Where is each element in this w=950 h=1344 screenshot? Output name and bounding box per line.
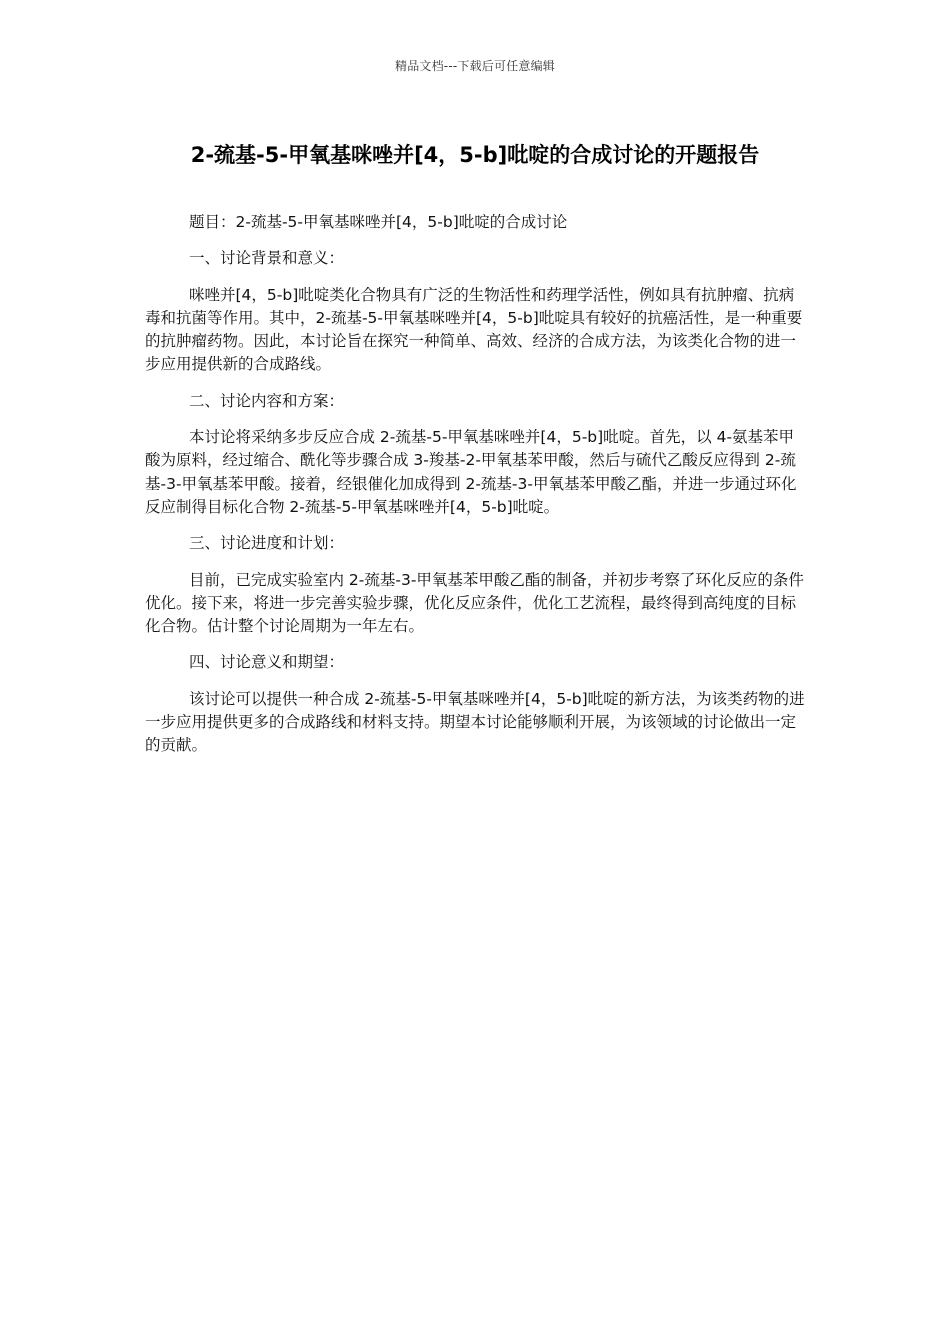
section-body-background: 咪唑并[4，5-b]吡啶类化合物具有广泛的生物活性和药理学活性，例如具有抗肿瘤、抗病毒和抗菌等作用。其中，2-巯基-5-甲氧基咪唑并[4，5-b]吡啶具有较好的抗癌活性，是一种重要的抗肿瘤药物。因此，本讨论旨在探究一种简单、高效、经济的合成方法，为该类化合物的进一步应用提供新的合成路线。 [145, 285, 803, 374]
section-heading-content: 二、讨论内容和方案： [189, 391, 345, 410]
section-body-content: 本讨论将采纳多步反应合成 2-巯基-5-甲氧基咪唑并[4，5-b]吡啶。首先，以 4-氨基苯甲酸为原料，经过缩合、酰化等步骤合成 3-羧基-2-甲氧基苯甲酸，然后与硫代乙酸反应得到 2-巯基-3-甲氧基苯甲酸。接着，经银催化加成得到 2-巯基-3-甲氧基苯甲酸乙酯，并进一步通过环化反应制得目标化合物 2-巯基-5-甲氧基咪唑并[4，5-b]吡啶。 [145, 428, 797, 516]
section-heading-background: 一、讨论背景和意义： [189, 249, 345, 268]
section-body-significance: 该讨论可以提供一种合成 2-巯基-5-甲氧基咪唑并[4，5-b]吡啶的新方法，为该类药物的进一步应用提供更多的合成路线和材料支持。期望本讨论能够顺利开展，为该领域的讨论做出一定的贡献。 [145, 689, 805, 755]
document-title: 2-巯基-5-甲氧基咪唑并[4，5-b]吡啶的合成讨论的开题报告 [190, 143, 760, 167]
section-body-schedule: 目前，已完成实验室内 2-巯基-3-甲氧基苯甲酸乙酯的制备，并初步考察了环化反应的条件优化。接下来，将进一步完善实验步骤，优化反应条件，优化工艺流程，最终得到高纯度的目标化合物。估计整个讨论周期为一年左右。 [145, 570, 804, 636]
header-watermark: 精品文档---下载后可任意编辑 [395, 59, 555, 73]
section-heading-significance: 四、讨论意义和期望： [189, 653, 345, 672]
subject-line: 题目：2-巯基-5-甲氧基咪唑并[4，5-b]吡啶的合成讨论 [189, 213, 568, 231]
section-heading-schedule: 三、讨论进度和计划： [189, 534, 345, 553]
document-body [145, 211, 807, 771]
